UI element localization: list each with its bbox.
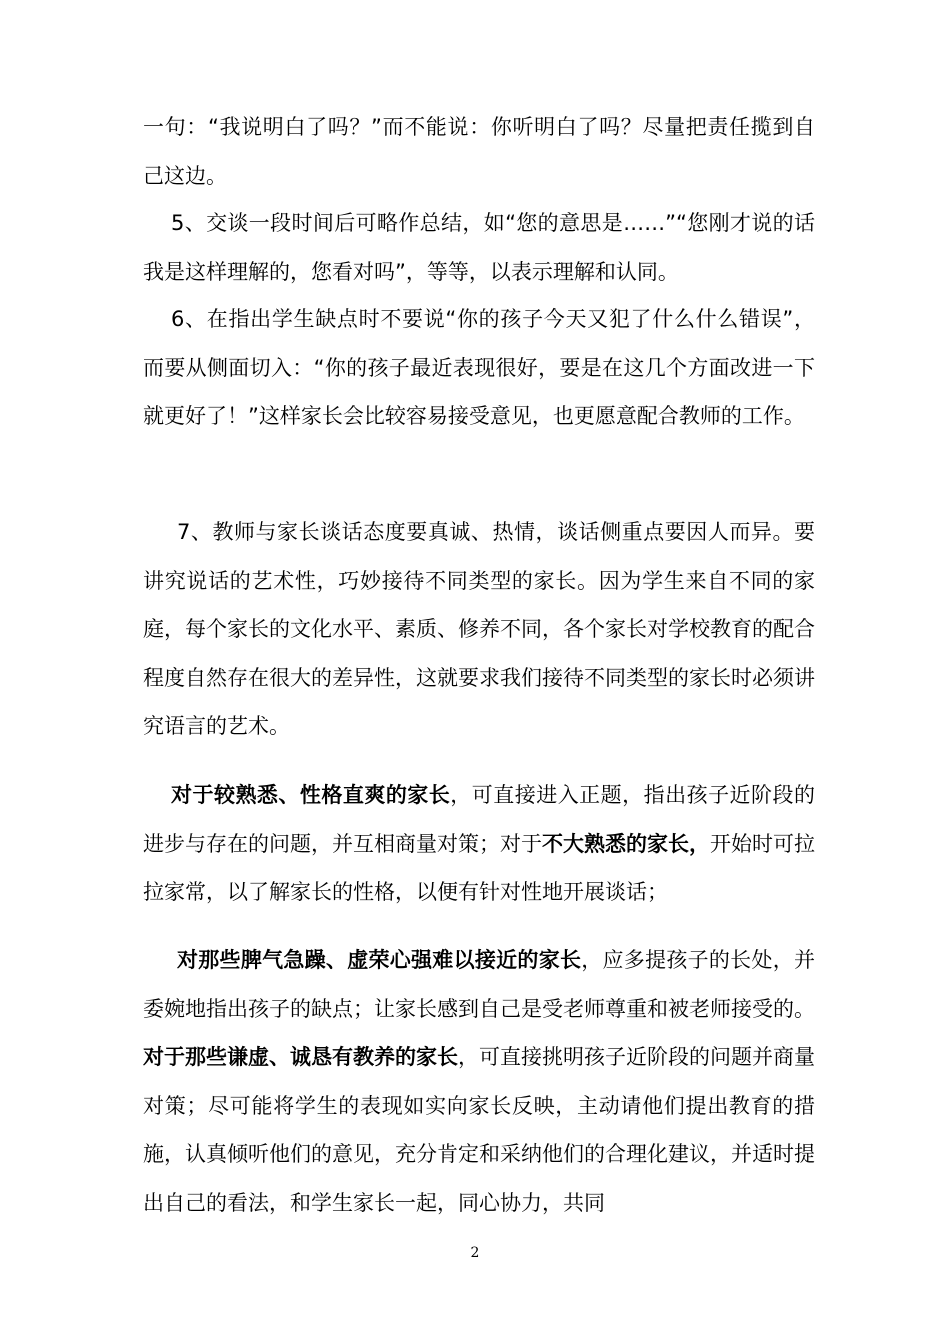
paragraph-3-text: 6、在指出学生缺点时不要说“你的孩子今天又犯了什么什么错误”，而要从侧面切入：“你的孩子最近表现很好，要是在这几个方面改进一下就更好了！”这样家长会比较容易接受意见，也更愿意配合教师的工作。 [143,307,815,428]
page-number: 2 [470,1245,480,1261]
paragraph-6-text-b: ，可直接挑明孩子近阶段的问题并商量对策；尽可能将学生的表现如实向家长反映，主动请他们提出教育的措施，认真倾听他们的意见，充分肯定和采纳他们的合理化建议，并适时提出自己的看法，和学生家长一起，同心协力，共同 [143,1045,815,1215]
bold-phrase-unfamiliar-parents: 不大熟悉的家长， [542,831,710,856]
paragraph-4-item-7 [143,508,815,751]
paragraph-2-text: 5、交谈一段时间后可略作总结，如“您的意思是……”“您刚才说的话我是这样理解的，您看对吗”，等等，以表示理解和认同。 [143,211,815,284]
paragraph-5-text-a: ，可直接进入正题，指出孩子近阶段的进步与存在的问题，并互相商量对策；对于 [143,783,816,856]
bold-phrase-familiar-parents: 对于较熟悉、性格直爽的家长 [171,783,451,807]
paragraph-5-text-b: 开始时可拉拉家常，以了解家长的性格，以便有针对性地开展谈话； [143,831,815,904]
paragraph-4-text: 7、教师与家长谈话态度要真诚、热情，谈话侧重点要因人而异。要讲究说话的艺术性，巧妙接待不同类型的家长。因为学生来自不同的家庭，每个家长的文化水平、素质、修养不同，各个家长对学校教育的配合程度自然存在很大的差异性，这就要求我们接待不同类型的家长时必须讲究语言的艺术。 [143,520,815,738]
paragraph-1 [143,103,815,200]
bold-phrase-difficult-parents: 对那些脾气急躁、虚荣心强难以接近的家长 [177,948,582,972]
paragraph-6-difficult-parents [143,936,815,1227]
paragraph-6-text-a: ，应多提孩子的长处，并委婉地指出孩子的缺点；让家长感到自己是受老师尊重和被老师接受的。 [143,948,816,1021]
bold-phrase-modest-parents: 对于那些谦虚、诚恳有教养的家长 [143,1045,458,1069]
paragraph-5-familiar-parents [143,771,815,917]
paragraph-3-item-6 [143,295,815,441]
paragraph-2-item-5 [143,199,815,296]
paragraph-1-text: 一句：“我说明白了吗？”而不能说：你听明白了吗？尽量把责任揽到自己这边。 [143,115,815,188]
